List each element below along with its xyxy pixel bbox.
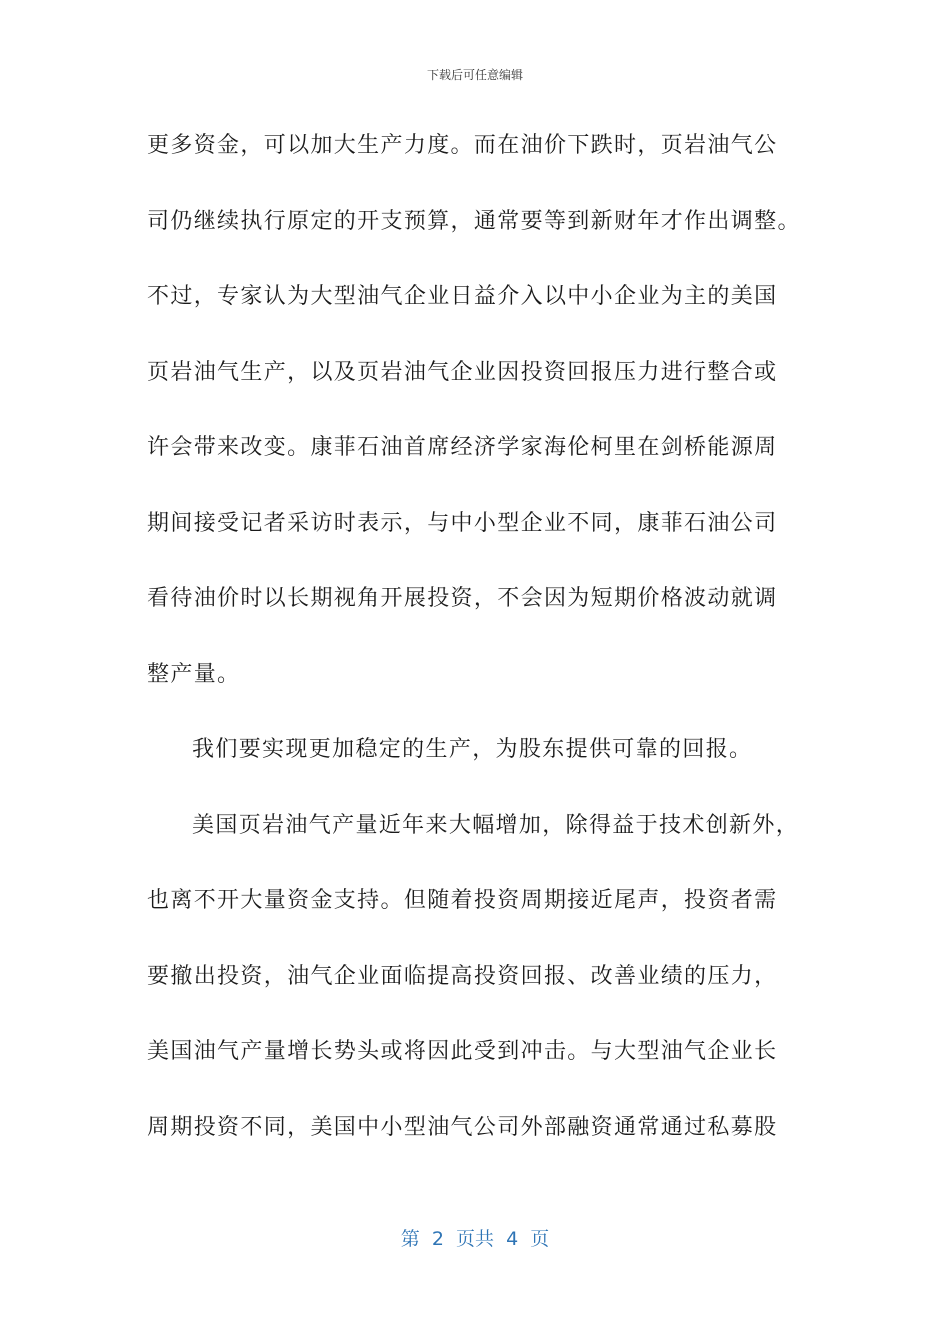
text-line: 整产量。 [147,661,241,687]
text-line: 美国油气产量增长势头或将因此受到冲击。与大型油气企业长 [147,1039,778,1064]
text-line: 周期投资不同，美国中小型油气公司外部融资通常通过私募股 [147,1114,778,1140]
page-number-footer: 第 2 页共 4 页 [400,1228,550,1250]
paragraph-first-line: 美国页岩油气产量近年来大幅增加，除得益于技术创新外， [192,812,800,838]
page-header-note: 下载后可任意编辑 [426,68,523,82]
paragraph-first-line: 我们要实现更加稳定的生产，为股东提供可靠的回报。 [192,737,753,762]
text-line: 更多资金，可以加大生产力度。而在油价下跌时，页岩油气公 [147,133,778,158]
text-line: 页岩油气生产，以及页岩油气企业因投资回报压力进行整合或 [147,359,778,385]
text-line: 司仍继续执行原定的开支预算，通常要等到新财年才作出调整。 [147,208,801,234]
text-line: 许会带来改变。康菲石油首席经济学家海伦柯里在剑桥能源周 [147,435,778,460]
text-line: 看待油价时以长期视角开展投资，不会因为短期价格波动就调 [147,586,778,611]
text-line: 期间接受记者采访时表示，与中小型企业不同，康菲石油公司 [147,510,778,536]
text-line: 不过，专家认为大型油气企业日益介入以中小企业为主的美国 [147,284,778,309]
text-line: 要撤出投资，油气企业面临提高投资回报、改善业绩的压力， [147,963,778,989]
text-line: 也离不开大量资金支持。但随着投资周期接近尾声，投资者需 [147,888,778,913]
document-body [147,128,827,1185]
